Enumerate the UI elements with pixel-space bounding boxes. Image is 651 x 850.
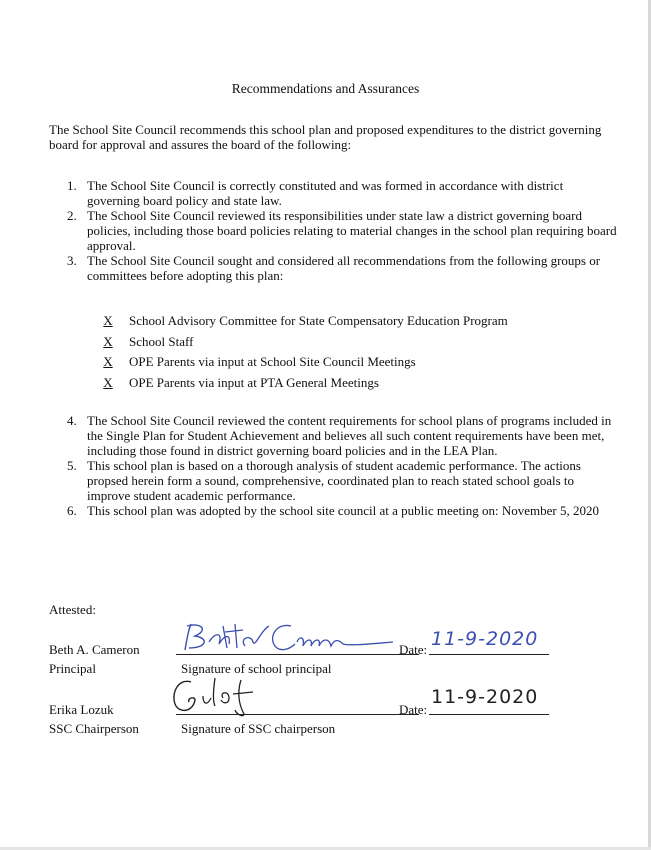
signer-name: Beth A. Cameron bbox=[49, 642, 140, 657]
list-item bbox=[49, 458, 619, 503]
group-entry bbox=[87, 354, 607, 375]
date-label: Date: bbox=[399, 642, 428, 657]
list-item-text: The School Site Council reviewed the content requirements for school plans of programs included in the Single Plan for Student Achievement and believes all such content requirements have been met, including those found in district governing board policies and in the LEA Plan. bbox=[87, 413, 612, 458]
checkmark-x: X bbox=[103, 354, 113, 369]
date-line bbox=[429, 654, 549, 655]
group-entry bbox=[87, 375, 607, 396]
checkmark-x: X bbox=[103, 333, 113, 349]
list-item bbox=[49, 178, 619, 208]
signer-name: Erika Lozuk bbox=[49, 702, 114, 717]
group-label: School Staff bbox=[129, 333, 194, 349]
list-item-text: The School Site Council sought and considered all recommendations from the following groups or committees before adopting this plan: bbox=[87, 253, 601, 283]
handwritten-date: 11-9-2020 bbox=[431, 686, 539, 708]
attested-label: Attested: bbox=[49, 602, 96, 617]
list-item bbox=[49, 503, 619, 518]
checkmark-x: X bbox=[103, 313, 113, 328]
principal-handwritten-signature bbox=[179, 620, 399, 656]
signature-line bbox=[176, 714, 419, 715]
signer-role: SSC Chairperson bbox=[49, 721, 139, 736]
consulted-groups bbox=[87, 313, 607, 395]
group-label: School Advisory Committee for State Compensatory Education Program bbox=[129, 313, 508, 328]
date-label: Date: bbox=[399, 702, 428, 717]
list-item-number: 3. bbox=[67, 253, 77, 268]
group-entry bbox=[87, 334, 607, 355]
list-item bbox=[49, 208, 619, 253]
group-label: OPE Parents via input at School Site Council Meetings bbox=[129, 354, 416, 369]
assurance-list-second bbox=[49, 413, 619, 518]
date-line bbox=[429, 714, 549, 715]
group-entry bbox=[87, 313, 607, 334]
list-item bbox=[49, 253, 619, 283]
handwritten-date: 11-9-2020 bbox=[431, 628, 539, 650]
document-title: Recommendations and Assurances bbox=[231, 81, 420, 96]
list-item-text: This school plan was adopted by the school site council at a public meeting on: November 5, 2020 bbox=[87, 503, 599, 518]
list-item-text: This school plan is based on a thorough analysis of student academic performance. The actions propsed herein form a sound, comprehensive, coordinated plan to reach stated school goals to improve student academic performance. bbox=[87, 458, 581, 503]
chairperson-signature-row bbox=[49, 686, 609, 742]
list-item-number: 2. bbox=[67, 208, 77, 223]
signature-caption: Signature of school principal bbox=[181, 661, 332, 676]
list-item-text: The School Site Council reviewed its responsibilities under state law a district governing board policies, including those board policies relating to material changes in the school plan requiring board approval. bbox=[87, 208, 617, 253]
list-item-number: 4. bbox=[67, 413, 77, 428]
list-item-text: The School Site Council is correctly constituted and was formed in accordance with district governing board policy and state law. bbox=[87, 178, 564, 208]
assurance-list-first bbox=[49, 178, 619, 283]
signature-caption: Signature of SSC chairperson bbox=[181, 721, 336, 736]
chairperson-handwritten-signature bbox=[167, 674, 307, 718]
intro-paragraph: The School Site Council recommends this school plan and proposed expenditures to the district governing board for approval and assures the board of the following: bbox=[49, 122, 602, 152]
list-item-number: 5. bbox=[67, 458, 77, 473]
list-item bbox=[49, 413, 619, 458]
list-item-number: 1. bbox=[67, 178, 77, 193]
checkmark-x: X bbox=[103, 374, 113, 390]
signature-line bbox=[176, 654, 419, 655]
list-item-number: 6. bbox=[67, 503, 77, 518]
principal-signature-row bbox=[49, 628, 609, 682]
group-label: OPE Parents via input at PTA General Meetings bbox=[129, 374, 379, 390]
signer-role: Principal bbox=[49, 661, 96, 676]
